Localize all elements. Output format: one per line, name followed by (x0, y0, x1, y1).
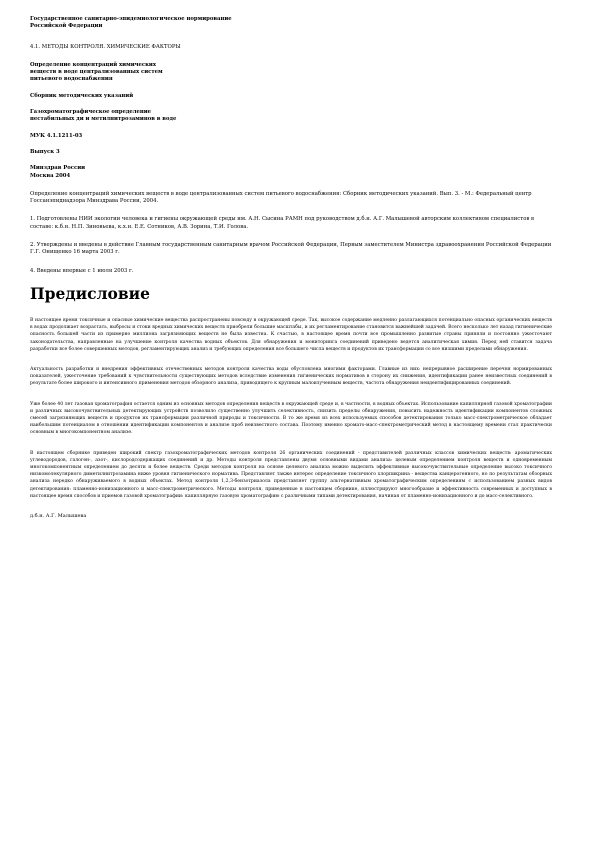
preface-heading: Предисловие (30, 283, 150, 303)
publisher-block (30, 165, 552, 180)
note-2: 2. Утверждены и введены в действие Главным государственным санитарным врачом Российской Федерации, Первым заместителем Министра здравоохранения Российской Федерации Г.Г. Онищенко 16 марта 2003 г. (30, 242, 552, 256)
header-line-2: Российской Федерации (30, 23, 103, 30)
note-1: 1. Подготовлены НИИ экологии человека и гигиены окружающей среды им. А.Н. Сысина РАМН под руководством д.б.н. А.Г. Малышевой авторским коллективом специалистов в составе: к.б.н. Н.П. Зиновьева, к.х.н. Е.Е. Сотников, А.В. Зорина, Т.И. Голова. (30, 216, 535, 230)
collection-title: Сборник методических указаний (30, 92, 134, 99)
title-line: Определение концентраций химических (30, 61, 157, 68)
note-4: 4. Введены впервые с 1 июля 2003 г. (30, 267, 134, 274)
method-title-block (30, 109, 552, 124)
muk-code: МУК 4.1.1211-03 (30, 132, 83, 139)
header-line-1: Государственное санитарно-эпидемиологическое нормирование (30, 16, 232, 22)
method-title-line: Газохроматографическое определение (30, 109, 152, 116)
city-year: Москва 2004 (30, 172, 71, 179)
title-block (30, 62, 552, 84)
document-page (30, 16, 552, 525)
title-line: веществ в воде централизованных систем (30, 69, 163, 76)
citation: Определение концентраций химических веществ в воде централизованных систем питьевого водоснабжения: Сборник методических указаний. Вып. 3. - М.: Федеральный центр Госсанэпиднадзора Минздрава России, 2004. (30, 190, 532, 205)
title-line: питьевого водоснабжения (30, 76, 113, 83)
section-title: 4.1. МЕТОДЫ КОНТРОЛЯ. ХИМИЧЕСКИЕ ФАКТОРЫ (30, 43, 181, 50)
preface-paragraph: Актуальность разработки и внедрения эффективных отечественных методов контроля качества воды обусловлена многими факторами. Главные из них: непрерывное расширение перечня нормированных показателей, ужесточение требований к чувствительности существующих методов вследствие изменения гигиенических нормативов в сторону их снижения, идентификации ранее неизвестных соединений в результате более широкого и интенсивного применения методов обзорного анализа, приводящего к крупным малоизученным веществ, частота обнаружения неидентифицированных соединений. (30, 366, 552, 387)
preface-paragraph: Уже более 40 лет газовая хроматография остается одним из основных методов определения веществ в окружающей среде и, в частности, в водных объектах. Использование капиллярной газовой хроматографии и различных высокочувствительных детектирующих устройств позволило существенно улучшить селективность, снизить пределы обнаружения, повысить надежность идентификации компонентов сложных смесей загрязняющих веществ и продуктов их трансформации различной природы и токсичности. В то же время из всех используемых способов детектирования только масс-спектрометрическое обладает наибольшим потенциалом в отношении идентификации компонентов и анализе проб неизвестного состава. Поэтому именно хромато-масс-спектрометрический метод в настоящему времени стал практически основным в многокомпонентном анализе. (30, 401, 552, 436)
preface-paragraph: В настоящем сборнике приведен широкий спектр газохроматографических методов контроля 26 органических соединений - представителей различных классов химических веществ: ароматических углеводородов, галоген-, азот-, кислородсодержащих соединений и др. Методы контроля представлены двумя основными видами анализа: целевым определением контроля веществ и одновременным многокомпонентным определением до десяти и более веществ. Среди методов контроля на основе целевого анализа можно выделить эффективные высокочувствительные определение высоко токсичного низкомолекулярного диметилнитрозамина ниже уровня гигиенического норматива. Представляет также интерес определение токсичного хлорпикрина - вещества канцерогенного, но по результатам обзорных анализа нередко обнаруживаемого в водных объектах. Метод контроля 1,2,3-бензотриазола представляет группу альтернативным хроматографическим определениям с использованием разных видов детектирования: пламенно-ионизационного и масс-спектрометрического. Методы контроля, приведенные в настоящем сборнике, иллюстрируют многообразие и эффективность современных и доступных в настоящее время способов и приемов газовой хроматографии: капиллярную газовую хроматографию с различными типами детектирования, начиная от пламенно-ионизационного и до масс-селективного. (30, 450, 552, 499)
preface-paragraph: В настоящее время токсичные и опасные химические вещества распространены повсюду в окружающей среде. Так, высокое содержание медленно разлагающихся потенциально опасных органических веществ в водах продолжает возрастать, выбросы и стоки вредных химических веществ приобрели большие масштабы, и их регламентирование становится важнейшей задачей. Всего несколько лет назад гигиенические опасность большей части из примерно миллиона загрязняющих веществ не была известна. К счастью, в настоящее время почти все промышленно развитые страны приняли и постоянно ужесточают законодательства, направленные на улучшение контроля качества водных объектов. Для обнаружения и мониторинга соединений приведено ведется аналитическая химия. Перед ней ставится задача разработки все более совершенных методов, регламентирующих анализ и требующих определения все большего числа веществ и продуктов их трансформации со все низшими пределами обнаружения. (30, 317, 552, 352)
signature: д.б.н. А.Г. Малышева (30, 513, 87, 519)
issue-number: Выпуск 3 (30, 148, 60, 155)
method-title-line: нестабильных ди и метилнитрозаминов в воде (30, 116, 177, 123)
ministry: Минздрав России (30, 165, 86, 172)
